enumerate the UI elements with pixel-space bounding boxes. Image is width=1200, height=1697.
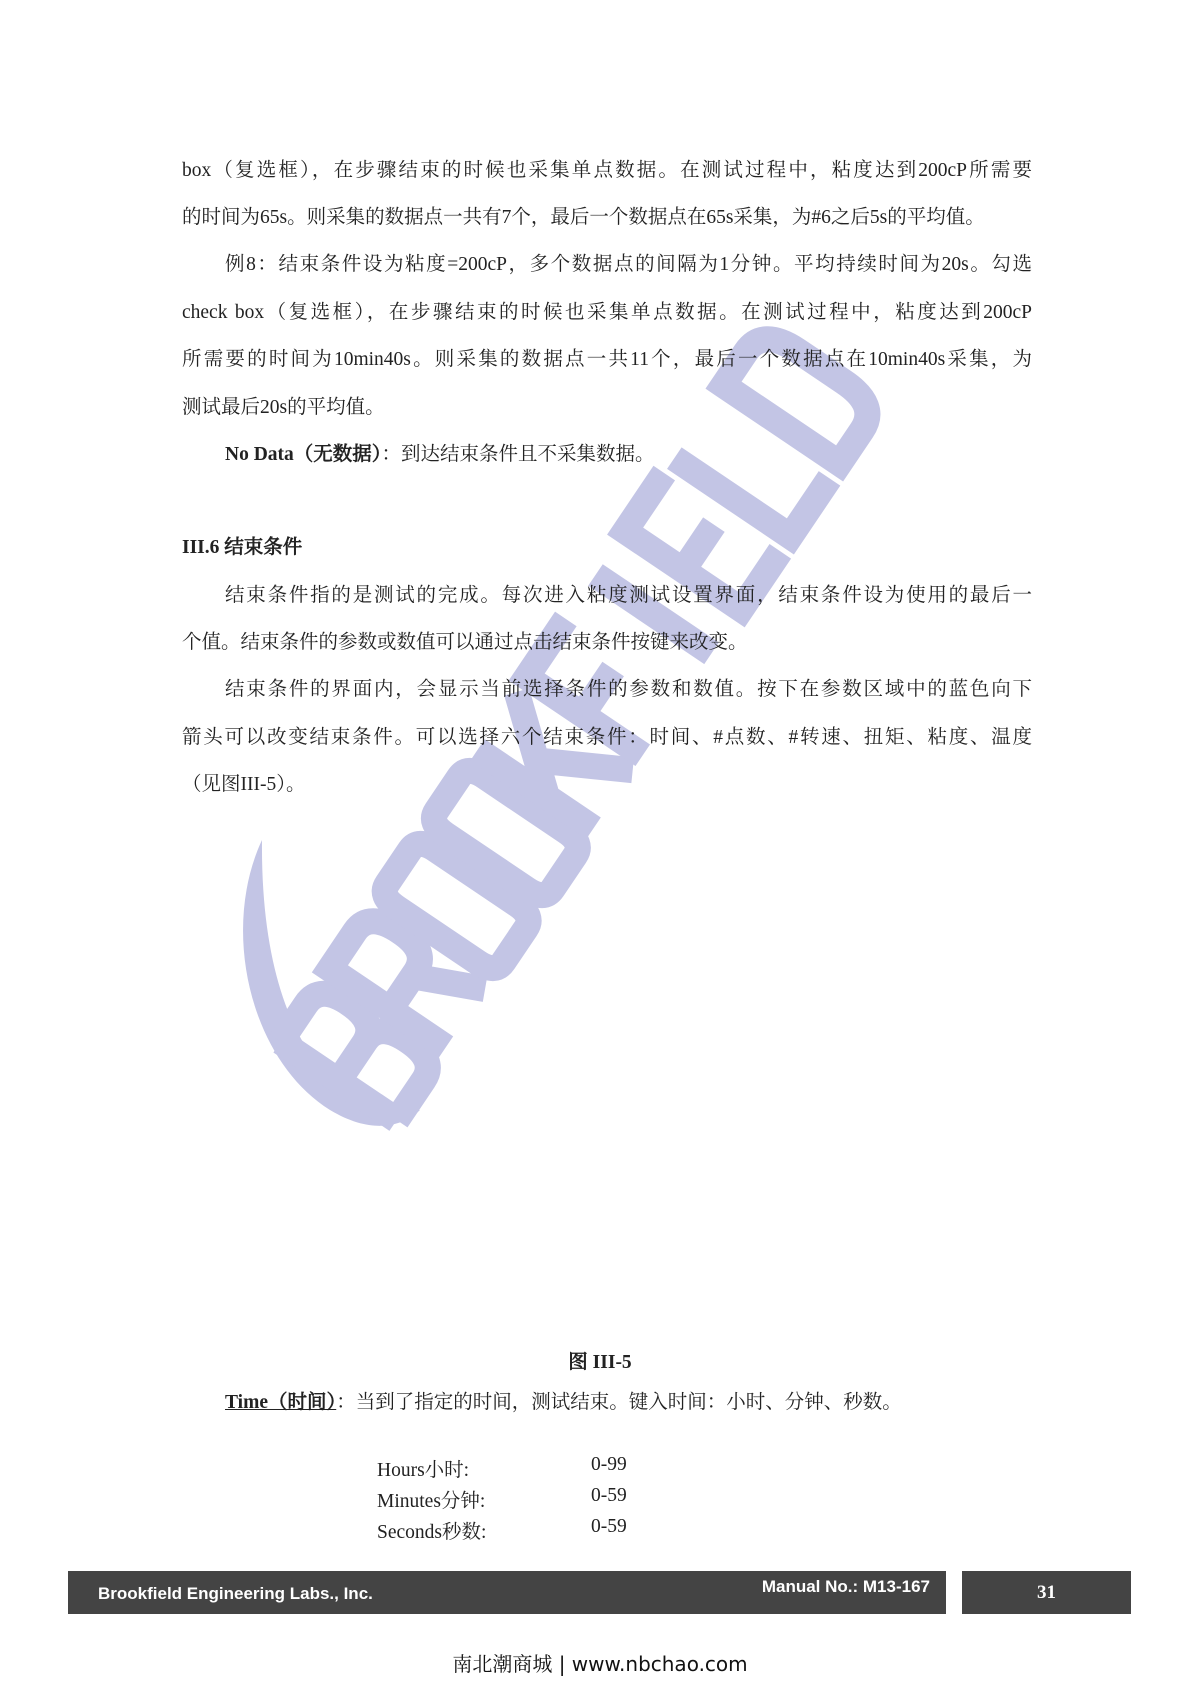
range-label: Seconds秒数: xyxy=(377,1522,487,1543)
paragraph-line: check box（复选框），在步骤结束的时候也采集单点数据。在测试过程中，粘度达到200cP xyxy=(182,302,1032,323)
range-value: 0-59 xyxy=(591,1516,627,1537)
time-label: Time（时间） xyxy=(225,1392,337,1413)
range-value: 0-59 xyxy=(591,1485,627,1506)
watermark-letter-k xyxy=(477,692,632,828)
watermark-letter-r xyxy=(330,911,485,1047)
range-label: Minutes分钟: xyxy=(377,1491,486,1512)
page-number: 31 xyxy=(962,1571,1131,1614)
no-data-label: No Data（无数据） xyxy=(225,444,382,465)
time-line xyxy=(225,1391,1032,1415)
no-data-line xyxy=(225,443,1032,467)
paragraph-line: 结束条件指的是测试的完成。每次进入粘度测试设置界面，结束条件设为使用的最后一 xyxy=(225,585,1032,606)
paragraph-line: 例8：结束条件设为粘度=200cP，多个数据点的间隔为1分钟。平均持续时间为20s。勾选 xyxy=(225,254,1032,275)
paragraph-line: 所需要的时间为10min40s。则采集的数据点一共11个，最后一个数据点在10min40s采集，为 xyxy=(182,349,1032,370)
footer-manual-number: Manual No.: M13-167 xyxy=(761,1577,930,1596)
paragraph-line: 的时间为65s。则采集的数据点一共有7个，最后一个数据点在65s采集，为#6之后5s的平均值。 xyxy=(182,207,985,228)
watermark-drop-outline xyxy=(243,840,420,1126)
paragraph-line: （见图III-5）。 xyxy=(182,774,306,795)
time-text: ：当到了指定的时间，测试结束。键入时间：小时、分钟、秒数。 xyxy=(336,1392,902,1413)
paragraph-line: 个值。结束条件的参数或数值可以通过点击结束条件按键来改变。 xyxy=(182,632,748,653)
section-heading: III.6 结束条件 xyxy=(182,537,303,558)
paragraph-line: 箭头可以改变结束条件。可以选择六个结束条件：时间、#点数、#转速、扭矩、粘度、温度 xyxy=(182,727,1032,748)
watermark-letter-o xyxy=(379,838,534,974)
watermark-letter-b xyxy=(281,982,437,1120)
paragraph-line: 结束条件的界面内，会显示当前选择条件的参数和数值。按下在参数区域中的蓝色向下 xyxy=(225,679,1032,700)
watermark-letter-l xyxy=(674,400,829,536)
paragraph-line: box（复选框），在步骤结束的时候也采集单点数据。在测试过程中，粘度达到200cP所需要 xyxy=(182,160,1032,181)
range-label: Hours小时: xyxy=(377,1460,470,1481)
range-value: 0-99 xyxy=(591,1454,627,1475)
footer-company: Brookfield Engineering Labs., Inc. xyxy=(98,1584,373,1603)
paragraph-line: 测试最后20s的平均值。 xyxy=(182,397,385,418)
footer-bar xyxy=(68,1571,946,1614)
site-watermark-text: 南北潮商城 | www.nbchao.com xyxy=(452,1652,748,1676)
figure-caption: 图 III-5 xyxy=(568,1352,632,1373)
no-data-text: ：到达结束条件且不采集数据。 xyxy=(381,444,655,465)
